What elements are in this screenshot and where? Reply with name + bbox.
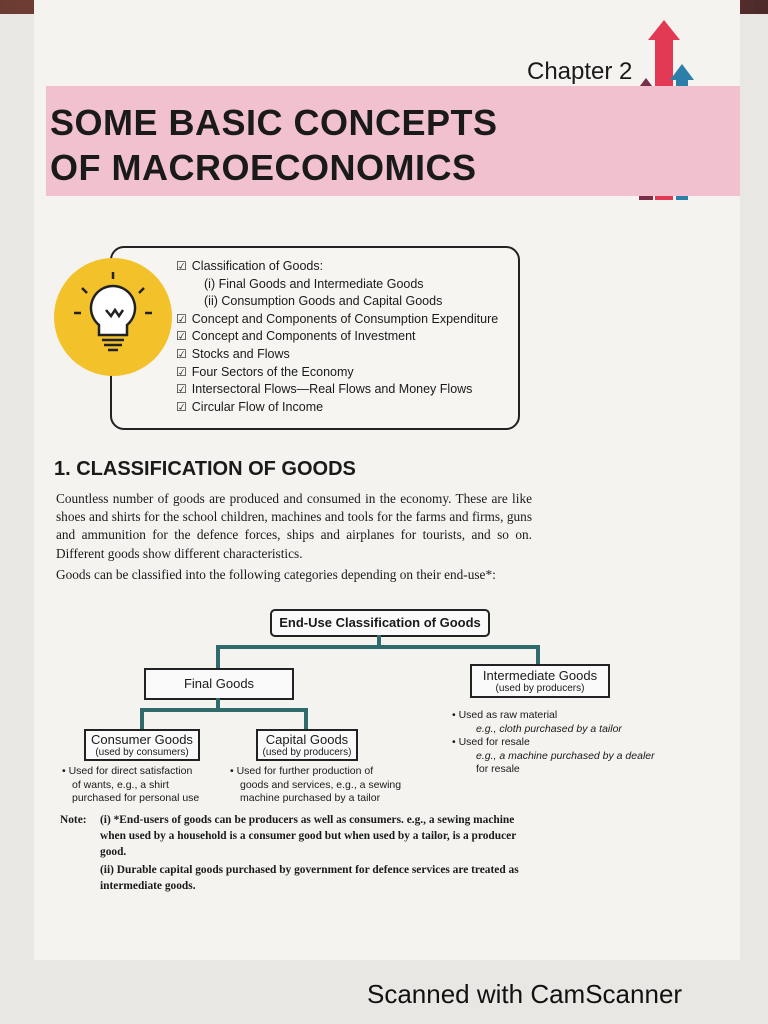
checkbox-icon: ☑ bbox=[176, 311, 187, 326]
diagram-root-node: End-Use Classification of Goods bbox=[270, 609, 490, 637]
note-section: Note: (i) *End-users of goods can be producers as well as consumers. e.g., a sewing machine when used by a household is a consumer good but when used by a tailor, is a producer good. (ii) Durable capital goods purchased by government for defence services are treated as intermediate goods. bbox=[60, 814, 519, 892]
list-item: (i) Final Goods and Intermediate Goods bbox=[204, 276, 424, 291]
list-item: ☑ Concept and Components of Consumption Expenditure bbox=[176, 311, 498, 329]
body-paragraph: Countless number of goods are produced and consumed in the economy. These are like shoes and shirts for the school children, machines and tools for the farms and firms, guns and ammunition for the defence forces, ships and airplanes for tourists, and so on. Different goods show different characteristics. bbox=[56, 491, 532, 561]
chapter-contents-list bbox=[176, 258, 498, 416]
final-goods-node: Final Goods bbox=[144, 668, 294, 700]
checkbox-icon: ☑ bbox=[176, 382, 187, 397]
list-item: ☑ Intersectoral Flows—Real Flows and Money Flows bbox=[176, 381, 498, 399]
intermediate-goods-notes: • Used as raw material e.g., cloth purchased by a tailor • Used for resale e.g., a machine purchased by a dealer for resale bbox=[452, 709, 655, 775]
connector-line bbox=[110, 376, 112, 416]
page-title: SOME BASIC CONCEPTS OF MACROECONOMICS bbox=[50, 102, 498, 188]
checkbox-icon: ☑ bbox=[176, 399, 187, 414]
connector-line bbox=[140, 708, 308, 712]
list-item: ☑ Four Sectors of the Economy bbox=[176, 364, 498, 382]
connector-line bbox=[216, 645, 220, 669]
list-item: ☑ Concept and Components of Investment bbox=[176, 328, 498, 346]
consumer-goods-notes: • Used for direct satisfaction of wants, e.g., a shirt purchased for personal use bbox=[62, 765, 200, 804]
connector-line bbox=[304, 708, 308, 730]
checkbox-icon: ☑ bbox=[176, 346, 187, 361]
lightbulb-icon bbox=[54, 258, 172, 376]
checkbox-icon: ☑ bbox=[176, 329, 187, 344]
body-paragraph: Goods can be classified into the following categories depending on their end-use*: bbox=[56, 567, 496, 582]
connector-line bbox=[216, 645, 538, 649]
list-item: ☑ Stocks and Flows bbox=[176, 346, 498, 364]
connector-line bbox=[536, 645, 540, 665]
chapter-label: Chapter 2 bbox=[527, 58, 633, 85]
intermediate-goods-node: Intermediate Goods (used by producers) bbox=[470, 664, 610, 698]
section-heading: 1. CLASSIFICATION OF GOODS bbox=[54, 458, 356, 480]
checkbox-icon: ☑ bbox=[176, 364, 187, 379]
consumer-goods-node: Consumer Goods (used by consumers) bbox=[84, 729, 200, 761]
capital-goods-node: Capital Goods (used by producers) bbox=[256, 729, 358, 761]
list-item: (ii) Consumption Goods and Capital Goods bbox=[204, 294, 443, 309]
checkbox-icon: ☑ bbox=[176, 259, 187, 273]
connector-line bbox=[140, 708, 144, 730]
list-item: ☑ Circular Flow of Income bbox=[176, 399, 498, 417]
scanner-watermark: Scanned with CamScanner bbox=[367, 979, 683, 1009]
list-item: ☑ Classification of Goods: bbox=[176, 258, 498, 276]
capital-goods-notes: • Used for further production of goods and services, e.g., a sewing machine purchased by a tailor bbox=[230, 765, 402, 804]
